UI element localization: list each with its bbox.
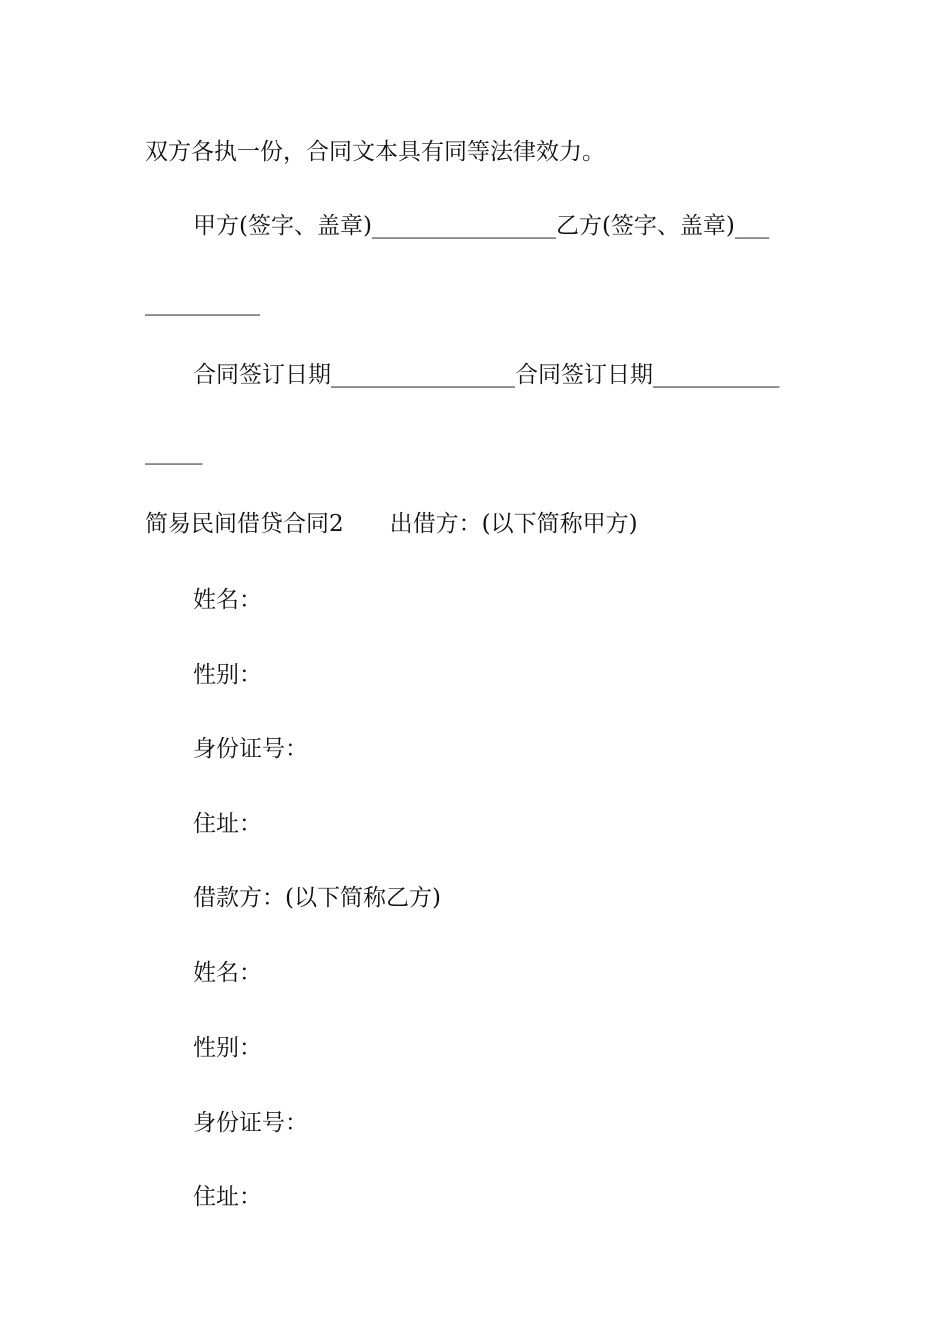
contract-date-line: 合同签订日期________________合同签订日期___________ (193, 362, 780, 388)
borrower-id-number-field: 身份证号： (193, 1110, 308, 1136)
lender-gender-field: 性别： (193, 662, 262, 688)
borrower-heading: 借款方：(以下简称乙方) (193, 885, 441, 911)
borrower-name-field: 姓名： (193, 960, 262, 986)
lender-address-field: 住址： (193, 811, 262, 837)
lender-id-number-field: 身份证号： (193, 736, 308, 762)
borrower-gender-field: 性别： (193, 1035, 262, 1061)
contract-title-lender: 简易民间借贷合同2 出借方：(以下简称甲方) (145, 511, 638, 537)
contract-date-continuation: _____ (145, 439, 203, 465)
signature-line-party-a-b: 甲方(签字、盖章)________________乙方(签字、盖章)___ (193, 213, 770, 239)
borrower-address-field: 住址： (193, 1184, 262, 1210)
paragraph-copies-effect: 双方各执一份，合同文本具有同等法律效力。 (145, 139, 605, 165)
signature-line-continuation: __________ (145, 290, 260, 316)
lender-name-field: 姓名： (193, 587, 262, 613)
